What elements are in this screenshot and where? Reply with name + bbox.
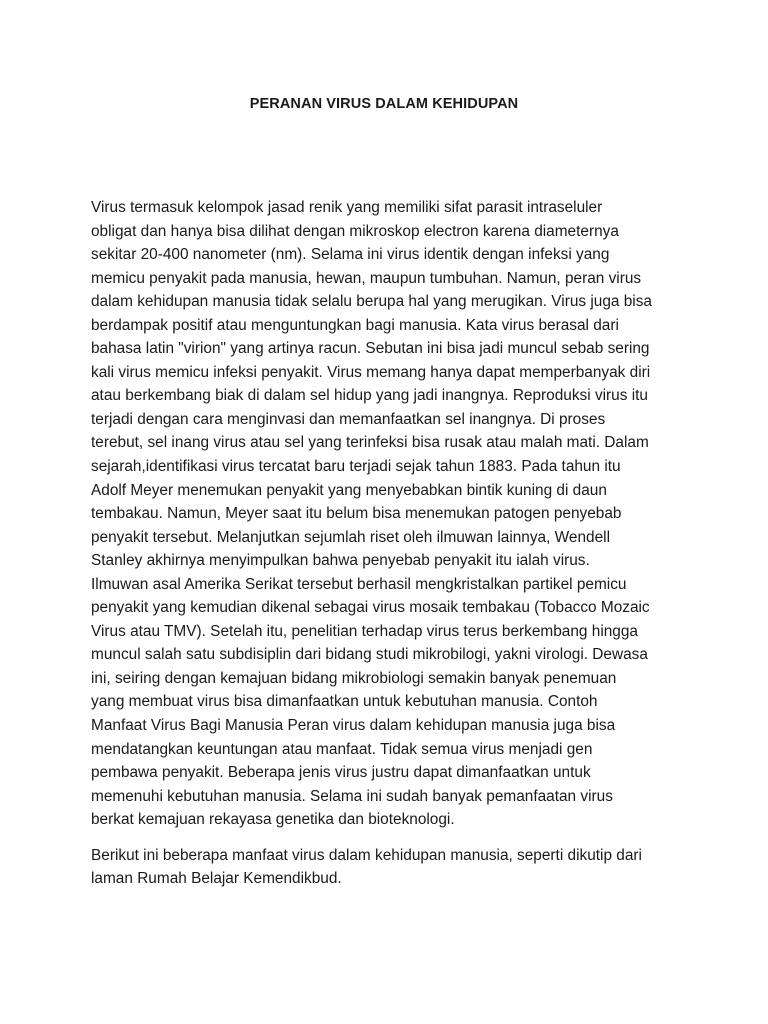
paragraph-spacing (91, 832, 691, 844)
text-line: tembakau. Namun, Meyer saat itu belum bisa menemukan patogen penyebab (91, 505, 622, 523)
text-line: Virus termasuk kelompok jasad renik yang memiliki sifat parasit intraseluler (91, 199, 603, 216)
text-line: obligat dan hanya bisa dilihat dengan mikroskop electron karena diameternya (91, 222, 619, 240)
text-line: sekitar 20-400 nanometer (nm). Selama ini virus identik dengan infeksi yang (91, 246, 610, 264)
text-line: berkat kemajuan rekayasa genetika dan bioteknologi. (91, 811, 455, 829)
text-line: pembawa penyakit. Beberapa jenis virus justru dapat dimanfaatkan untuk (91, 764, 591, 782)
text-line: memicu penyakit pada manusia, hewan, maupun tumbuhan. Namun, peran virus (91, 269, 642, 287)
text-line: bahasa latin "virion" yang artinya racun. Sebutan ini bisa jadi muncul sebab sering (91, 340, 650, 358)
text-line: Virus atau TMV). Setelah itu, penelitian terhadap virus terus berkembang hingga (91, 622, 638, 640)
text-line: penyakit yang kemudian dikenal sebagai virus mosaik tembakau (Tobacco Mozaic (91, 599, 650, 617)
text-line: muncul salah satu subdisiplin dari bidang studi mikrobilogi, yakni virologi. Dewasa (91, 646, 648, 664)
document-title: PERANAN VIRUS DALAM KEHIDUPAN (249, 96, 519, 112)
text-line: Berikut ini beberapa manfaat virus dalam kehidupan manusia, seperti dikutip dari (91, 846, 642, 864)
text-line: berdampak positif atau menguntungkan bagi manusia. Kata virus berasal dari (91, 316, 619, 334)
text-line: kali virus memicu infeksi penyakit. Virus memang hanya dapat memperbanyak diri (91, 363, 651, 381)
text-line: terebut, sel inang virus atau sel yang terinfeksi bisa rusak atau malah mati. Dalam (91, 434, 649, 452)
text-line: Ilmuwan asal Amerika Serikat tersebut berhasil mengkristalkan partikel pemicu (91, 575, 627, 593)
text-line: memenuhi kebutuhan manusia. Selama ini sudah banyak pemanfaatan virus (91, 787, 613, 805)
text-line: penyakit tersebut. Melanjutkan sejumlah riset oleh ilmuwan lainnya, Wendell (91, 528, 610, 546)
text-line: mendatangkan keuntungan atau manfaat. Tidak semua virus menjadi gen (91, 740, 593, 758)
text-line: Stanley akhirnya menyimpulkan bahwa penyebab penyakit itu ialah virus. (91, 552, 590, 570)
text-line: terjadi dengan cara menginvasi dan memanfaatkan sel inangnya. Di proses (91, 410, 606, 428)
text-line: dalam kehidupan manusia tidak selalu berupa hal yang merugikan. Virus juga bisa (91, 293, 652, 311)
text-line: atau berkembang biak di dalam sel hidup yang jadi inangnya. Reproduksi virus itu (91, 387, 648, 405)
paragraph-2 (91, 844, 691, 891)
paragraph-1 (91, 196, 691, 832)
document-body (91, 196, 691, 891)
text-line: sejarah,identifikasi virus tercatat baru terjadi sejak tahun 1883. Pada tahun itu (91, 458, 621, 476)
text-line: Adolf Meyer menemukan penyakit yang menyebabkan bintik kuning di daun (91, 481, 607, 499)
text-line: Manfaat Virus Bagi Manusia Peran virus dalam kehidupan manusia juga bisa (91, 717, 616, 735)
text-line: ini, seiring dengan kemajuan bidang mikrobiologi semakin banyak penemuan (91, 669, 617, 687)
text-line: yang membuat virus bisa dimanfaatkan untuk kebutuhan manusia. Contoh (91, 693, 598, 711)
text-line: laman Rumah Belajar Kemendikbud. (91, 870, 342, 888)
